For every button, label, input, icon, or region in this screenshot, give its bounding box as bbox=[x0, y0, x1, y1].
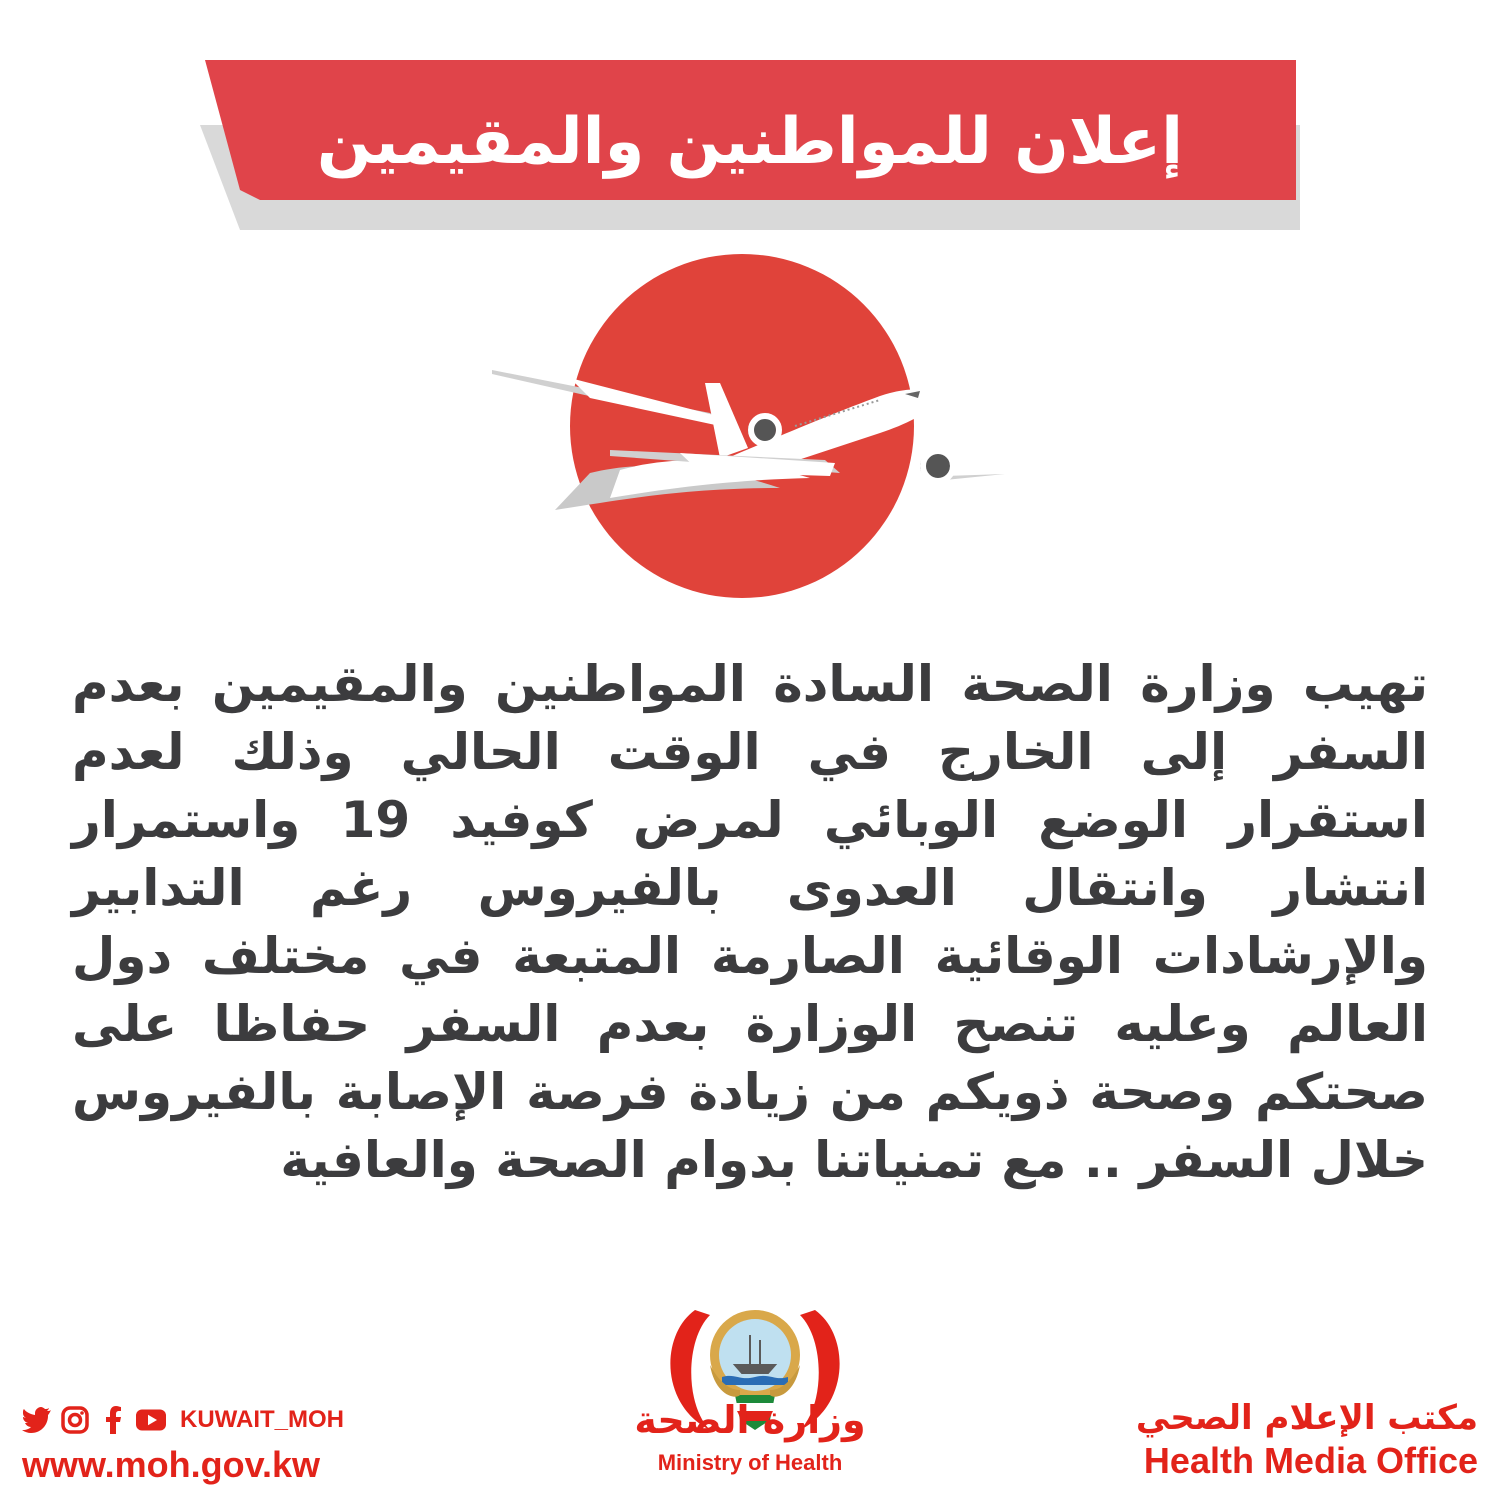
media-office-name-en: Health Media Office bbox=[1143, 1440, 1478, 1481]
instagram-icon[interactable] bbox=[60, 1405, 90, 1435]
media-office-name-ar: مكتب الإعلام الصحي bbox=[1135, 1398, 1478, 1438]
website-link[interactable]: www.moh.gov.kw bbox=[22, 1444, 321, 1485]
ministry-name-ar: وزارة الصحة bbox=[634, 1398, 866, 1442]
banner-title: إعلان للمواطنين والمقيمين bbox=[316, 105, 1184, 179]
airplane-icon bbox=[480, 248, 1020, 628]
youtube-icon[interactable] bbox=[136, 1405, 166, 1435]
facebook-icon[interactable] bbox=[98, 1405, 128, 1435]
social-row bbox=[22, 1400, 402, 1440]
social-handle[interactable]: KUWAIT_MOH bbox=[180, 1406, 344, 1433]
ministry-name-en: Ministry of Health bbox=[657, 1450, 843, 1475]
twitter-icon[interactable] bbox=[22, 1405, 52, 1435]
announcement-text: تهيب وزارة الصحة السادة المواطنين والمقيمين بعدم السفر إلى الخارج في الوقت الحالي وذلك لعدم استقرار الوضع الوبائي لمرض كوفيد 19 واستمرار انتشار وانتقال العدوى بالفيروس رغم التدابير والإرشادات الوقائية الصارمة المتبعة في مختلف دول العالم وعليه تنصح الوزارة بعدم السفر حفاظا على صحتكم وصحة ذويكم من زيادة فرصة الإصابة بالفيروس خلال السفر .. مع تمنياتنا بدوام الصحة والعافية bbox=[72, 655, 1428, 1189]
wing-tip bbox=[945, 474, 1005, 480]
social-block bbox=[22, 1400, 402, 1490]
